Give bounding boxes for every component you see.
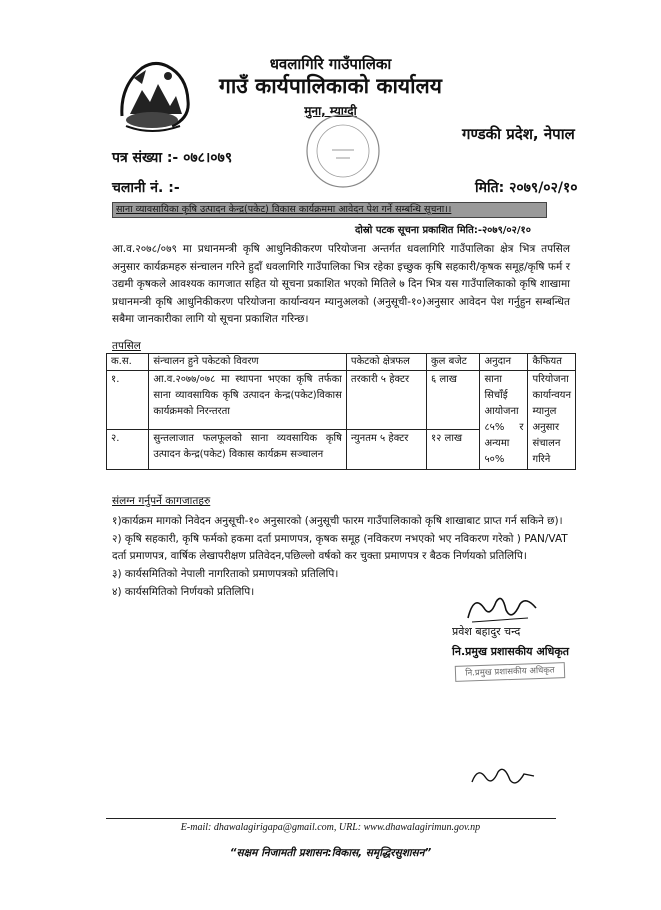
col-header-sn: क.स.: [107, 354, 149, 371]
dispatch-number: चलानी नं. :-: [112, 180, 180, 196]
notice-subject: साना व्यावसायिका कृषि उत्पादन केन्द्र(पकेट) विकास कार्यक्रममा आवेदन पेश गर्ने सम्बन्धि सूचना।।: [112, 202, 547, 218]
document-item: ४) कार्यसमितिको निर्णयको प्रतिलिपि।: [112, 586, 255, 598]
col-header-description: संन्चालन हुने पकेटको विवरण: [149, 354, 347, 371]
document-item: ३) कार्यसमितिको नेपाली नागरिताको प्रमाणपत्रको प्रतिलिपि।: [112, 568, 339, 580]
document-item: २) कृषि सहकारी, कृषि फर्मको हकमा दर्ता प्रमाणपत्र, कृषक समूह (नविकरण नभएको भए नविकरण गरेको ) PAN/VAT दर्ता प्रमाणपत्र, वार्षिक लेखापरीक्षण प्रतिवेदन,पछिल्लो वर्षको कर चुक्ता प्रमाणपत्र र बैठक निर्णयको प्रतिलिपि।: [112, 533, 568, 562]
documents-heading: संलग्न गर्नुपर्ने कागजातहरु: [112, 495, 211, 507]
footer-motto: “सक्षम निजामती प्रशासन:विकास, समृद्धिरसुशासन”: [229, 847, 432, 859]
document-item: १)कार्यक्रम मागको निवेदन अनुसूची-१० अनुसारको (अनुसूची फारम गाउँपालिकाको कृषि शाखाबाट प्राप्त गर्न सकिने छ)।: [112, 515, 563, 527]
col-header-area: पकेटको क्षेत्रफल: [346, 354, 426, 371]
cell-subsidy: साना सिचाँई आयोजना ८५% र अन्यमा ५०%: [480, 371, 528, 470]
program-schedule-table: [106, 353, 576, 470]
table-header-row: [107, 354, 576, 371]
office-name: गाउँ कार्यपालिकाको कार्यालय: [219, 74, 442, 98]
col-header-remarks: कैफियत: [528, 354, 576, 371]
signature-mark: [462, 588, 542, 628]
table-row: [107, 371, 576, 430]
cell-budget: १२ लाख: [426, 429, 479, 469]
initials-mark: [468, 762, 538, 790]
signer-title-stamp: नि.प्रमुख प्रशासकीय अधिकृत: [455, 662, 565, 682]
footer-contact: E-mail: dhawalagirigapa@gmail.com, URL: www.dhawalagirimun.gov.np: [180, 822, 481, 833]
cell-sn: २.: [107, 429, 149, 469]
signer-name: प्रवेश बहादुर चन्द: [452, 625, 521, 638]
table-caption: तपसिल: [112, 340, 141, 352]
cell-area: न्युनतम ५ हेक्टर: [346, 429, 426, 469]
cell-area: तरकारी ५ हेक्टर: [346, 371, 426, 430]
col-header-subsidy: अनुदान: [480, 354, 528, 371]
province-name: गण्डकी प्रदेश, नेपाल: [462, 125, 575, 143]
notice-body: आ.व.२०७८/०७९ मा प्रधानमन्त्री कृषि आधुनिकीकरण परियोजना अन्तर्गत धवलागिरि गाउँपालिका क्षेत्र भित्र तपसिल अनुसार कार्यक्रमहरु संन्चालन गरिने हुदाँ धवलागिरि गाउँपालिका भित्र रहेका इच्छुक कृषि सहकारी/कृषक समूह/कृषि फर्म र उद्यमी कृषकले आवश्यक कागजात सहित यो सूचना प्रकाशित भएको मितिले ७ दिन भित्र यस गाउँपालिकाको कृषि शाखामा प्रधानमन्त्री कृषि आधुनिकीकरण परियोजना कार्यान्वयन म्यानुअलको (अनुसूची-१०)अनुसार आवेदन पेश गर्नुहुन सम्बन्धित सबैमा जानकारीका लागि यो सूचना प्रकाशित गरिन्छ।: [112, 243, 570, 325]
col-header-budget: कुल बजेट: [426, 354, 479, 371]
cell-budget: ६ लाख: [426, 371, 479, 430]
footer-divider: [106, 818, 556, 819]
signer-title: नि.प्रमुख प्रशासकीय अधिकृत: [452, 645, 570, 658]
republished-date: दोस्रो पटक सूचना प्रकाशित मिति:-२०७९/०२/१०: [355, 225, 531, 236]
office-location: मुना, म्याग्दी: [304, 104, 357, 118]
cell-remarks: परियोजना कार्यान्वयन म्यानुल अनुसार संचालन गरिने: [528, 371, 576, 470]
office-stamp: [302, 110, 384, 192]
letter-date: मिति: २०७९/०२/१०: [475, 180, 578, 196]
municipality-name: धवलागिरि गाउँपालिका: [269, 55, 392, 73]
cell-sn: १.: [107, 371, 149, 430]
letter-number: पत्र संख्या :- ०७८।०७९: [112, 150, 233, 166]
cell-description: सुन्तलाजात फलफूलको साना व्यवसायिक कृषि उत्पादन केन्द्र(पकेट) विकास कार्यक्रम सञ्चालन: [149, 429, 347, 469]
cell-description: आ.व.२०७७/०७८ मा स्थापना भएका कृषि तर्फका साना व्यावसायिक कृषि उत्पादन केन्द्र(पकेट)विकास कार्यक्रमको निरन्तरता: [149, 371, 347, 430]
